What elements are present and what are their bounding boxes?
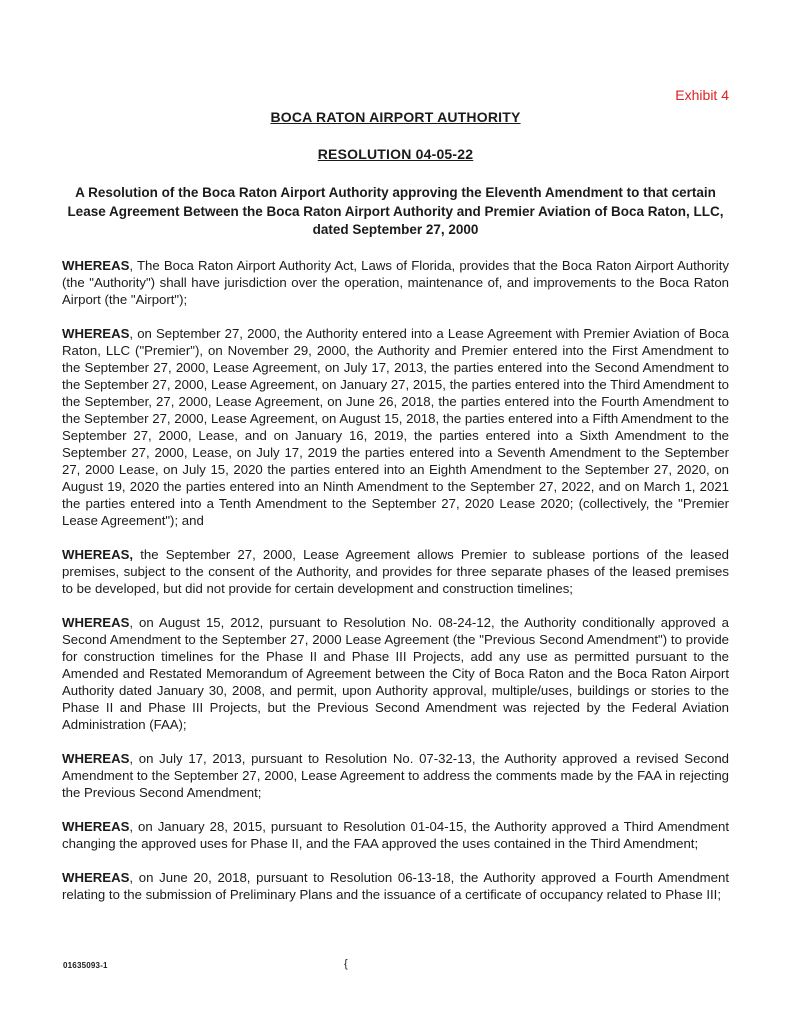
document-title: BOCA RATON AIRPORT AUTHORITY xyxy=(270,109,521,125)
whereas-paragraph-4 xyxy=(62,614,729,733)
whereas-lead: WHEREAS xyxy=(62,614,130,630)
exhibit-label: Exhibit 4 xyxy=(675,87,729,103)
whereas-lead: WHEREAS xyxy=(62,325,130,341)
whereas-paragraph-3 xyxy=(62,546,729,597)
whereas-paragraph-6 xyxy=(62,818,729,852)
resolution-subtitle: A Resolution of the Boca Raton Airport Authority approving the Eleventh Amendment to that certain Lease Agreement Between the Boca Raton Airport Authority and Premier Aviation of Boca Raton, LLC, dated September 27, 2000 xyxy=(67,185,724,237)
whereas-text: , on July 17, 2013, pursuant to Resolution No. 07-32-13, the Authority approved a revised Second Amendment to the September 27, 2000, Lease Agreement to address the comments made by the FAA in rejecting the Previous Second Amendment; xyxy=(62,750,729,800)
whereas-lead: WHEREAS xyxy=(62,869,130,885)
resolution-number-heading: RESOLUTION 04-05-22 xyxy=(317,146,474,162)
whereas-text: the September 27, 2000, Lease Agreement allows Premier to sublease portions of the leased premises, subject to the consent of the Authority, and provides for three separate phases of the leased premises to be developed, but did not provide for certain development and construction timelines; xyxy=(62,546,729,596)
whereas-lead: WHEREAS xyxy=(62,818,130,834)
whereas-lead: WHEREAS xyxy=(62,750,130,766)
whereas-text: , on September 27, 2000, the Authority entered into a Lease Agreement with Premier Aviation of Boca Raton, LLC ("Premier"), on November 29, 2000, the Authority and Premier entered into the First Amendment to the September 27, 2000, Lease Agreement, on July 17, 2013, the parties entered into the Second Amendment to the September 27, 2000, Lease Agreement, on January 27, 2015, the parties entered into the Third Amendment to the September, 27, 2000, Lease Agreement, on June 26, 2018, the parties entered into the Fourth Amendment to the September 27, 2000, Lease Agreement, on August 15, 2018, the parties entered into a Fifth Amendment to the September 27, 2000, Lease, and on January 16, 2019, the parties entered into a Sixth Amendment to the September 27, 2000, Lease, on July 17, 2019 the parties entered into a Seventh Amendment to the September 27, 2000 Lease, on July 15, 2020 the parties entered into an Eighth Amendment to the September 27, 2020, on August 19, 2020 the parties entered into an Ninth Amendment to the September 27, 2022, and on March 1, 2021 the parties entered into a Tenth Amendment to the September 27, 2020 Lease 2020; (collectively, the "Premier Lease Agreement"); and xyxy=(62,325,729,528)
whereas-text: , on August 15, 2012, pursuant to Resolution No. 08-24-12, the Authority conditionally approved a Second Amendment to the September 27, 2000 Lease Agreement (the "Previous Second Amendment") to provide for construction timelines for the Phase II and Phase III Projects, add any use as permitted pursuant to the Amended and Restated Memorandum of Agreement between the City of Boca Raton and the Boca Raton Airport Authority dated January 30, 2008, and permit, upon Authority approval, multiple/uses, buildings or stories to the Phase II and Phase III Projects, but the Previous Second Amendment was rejected by the Federal Aviation Administration (FAA); xyxy=(62,614,729,732)
whereas-paragraph-5 xyxy=(62,750,729,801)
resolution-body xyxy=(62,257,729,903)
whereas-paragraph-7 xyxy=(62,869,729,903)
whereas-paragraph-2 xyxy=(62,325,729,529)
whereas-lead: WHEREAS xyxy=(62,257,130,273)
footer-document-number: 01635093-1 xyxy=(63,961,108,970)
whereas-lead: WHEREAS, xyxy=(62,546,134,562)
footer-page-marker: { xyxy=(344,958,348,970)
whereas-text: , on June 20, 2018, pursuant to Resolution 06-13-18, the Authority approved a Fourth Amendment relating to the submission of Preliminary Plans and the issuance of a certificate of occupancy related to Phase III; xyxy=(62,869,729,902)
whereas-paragraph-1 xyxy=(62,257,729,308)
whereas-text: , on January 28, 2015, pursuant to Resolution 01-04-15, the Authority approved a Third Amendment changing the approved uses for Phase II, and the FAA approved the uses contained in the Third Amendment; xyxy=(62,818,729,851)
whereas-text: , The Boca Raton Airport Authority Act, Laws of Florida, provides that the Boca Raton Airport Authority (the "Authority") shall have jurisdiction over the operation, maintenance of, and improvements to the Boca Raton Airport (the "Airport"); xyxy=(62,257,729,307)
